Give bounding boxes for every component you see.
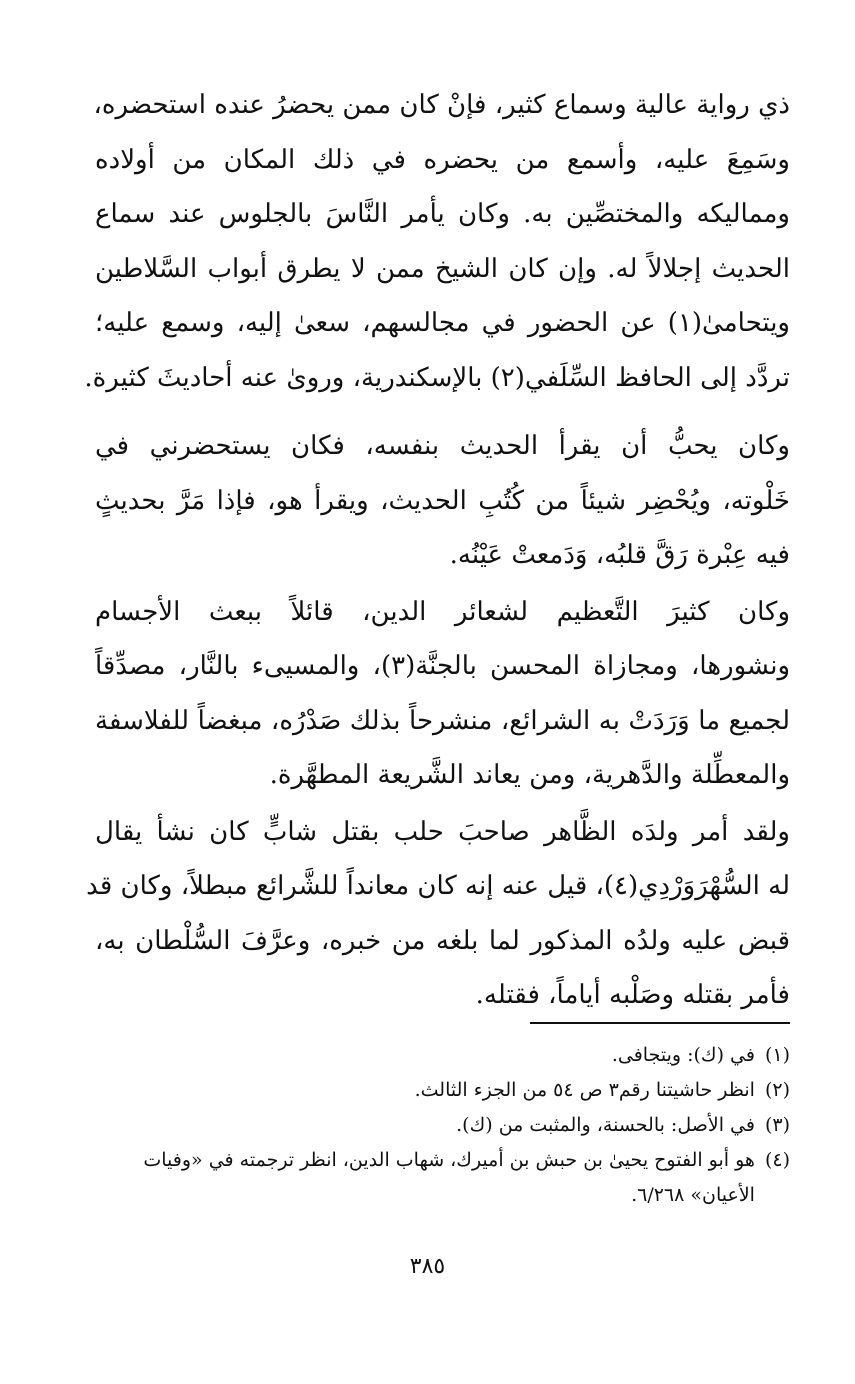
footnote-1 (95, 1038, 790, 1073)
paragraph-2 (95, 419, 790, 583)
footnote-2 (95, 1073, 790, 1108)
text-line: ونشورها، ومجازاة المحسن بالجنَّة(٣)، والمسيىء بالنَّار، مصدِّقاً (95, 651, 791, 681)
text-line: تردَّد إلى الحافظ السِّلَفي(٢) بالإسكندرية، وروىٰ عنه أحاديثَ كثيرة. (84, 362, 790, 393)
text-line: ومماليكه والمختصِّين به. وكان يأمر النَّاسَ بالجلوس عند سماع (95, 199, 790, 229)
footnote-text: هو أبو الفتوح يحيىٰ بن حبش بن أميرك، شهاب الدين، انظر ترجمته في «وفيات الأعيان» ٦/٢٦٨. (143, 1149, 755, 1206)
text-line: فأمر بقتله وصَلْبه أياماً، فقتله. (475, 980, 790, 1010)
paragraph-3 (95, 585, 790, 803)
footnote-4 (95, 1143, 790, 1213)
footnote-number: (٢) (764, 1079, 790, 1101)
footnote-number: (٣) (764, 1114, 790, 1136)
footnote-text: انظر حاشيتنا رقم٣ ص ٥٤ من الجزء الثالث. (414, 1079, 755, 1101)
paragraph-1 (84, 78, 790, 405)
text-line: ويتحامىٰ(١) عن الحضور في مجالسهم، سعىٰ إليه، وسمع عليه؛ (95, 308, 790, 338)
footnote-3 (95, 1108, 790, 1143)
footnote-text: في الأصل: بالحسنة، والمثبت من (ك). (456, 1114, 755, 1136)
page-number: ٣٨٥ (409, 1254, 446, 1279)
paragraph-4 (86, 805, 790, 1023)
text-line: وسَمِعَ عليه، وأسمع من يحضره في ذلك المكان من أولاده (95, 144, 790, 175)
footnote-number: (١) (764, 1044, 790, 1066)
text-line: فيه عِبْرة رَقَّ قلبُه، وَدَمعتْ عَيْنُه. (449, 540, 790, 570)
text-line: وكان كثيرَ التَّعظيم لشعائر الدين، قائلاً ببعث الأجسام (95, 596, 790, 627)
text-line: ولقد أمر ولدَه الظَّاهر صاحبَ حلب بقتل شابٍّ كان نشأ يقال (95, 816, 790, 847)
footnotes (95, 1038, 790, 1213)
footnote-text: في (ك): ويتجافى. (611, 1044, 755, 1066)
main-text (84, 78, 791, 1023)
footnote-number: (٤) (764, 1149, 790, 1171)
text-line: ذي رواية عالية وسماع كثير، فإنْ كان ممن يحضرُ عنده استحضره، (93, 90, 790, 120)
text-line: وكان يحبُّ أن يقرأ الحديث بنفسه، فكان يستحضرني في (95, 431, 790, 461)
text-line: لجميع ما وَرَدَتْ به الشرائع، منشرحاً بذلك صَدْرُه، مبغضاً للفلاسفة (95, 705, 790, 736)
text-line: خَلْوته، ويُحْضِر شيئاً من كُتُبِ الحديث، ويقرأ هو، فإذا مَرَّ بحديثٍ (95, 485, 790, 516)
footnote-separator (530, 1022, 790, 1024)
text-line: له السُّهْرَوَرْدِي(٤)، قيل عنه إنه كان معانداً للشَّرائع مبطلاً، وكان قد (86, 871, 790, 901)
text-line: قبض عليه ولدُه المذكور لما بلغه من خبره، وعرَّفَ السُّلْطان به، (95, 925, 790, 956)
text-line: والمعطِّلة والدَّهرية، ومن يعاند الشَّريعة المطهَّرة. (269, 760, 790, 790)
text-line: الحديث إجلالاً له. وإن كان الشيخ ممن لا يطرق أبواب السَّلاطين (95, 253, 790, 284)
